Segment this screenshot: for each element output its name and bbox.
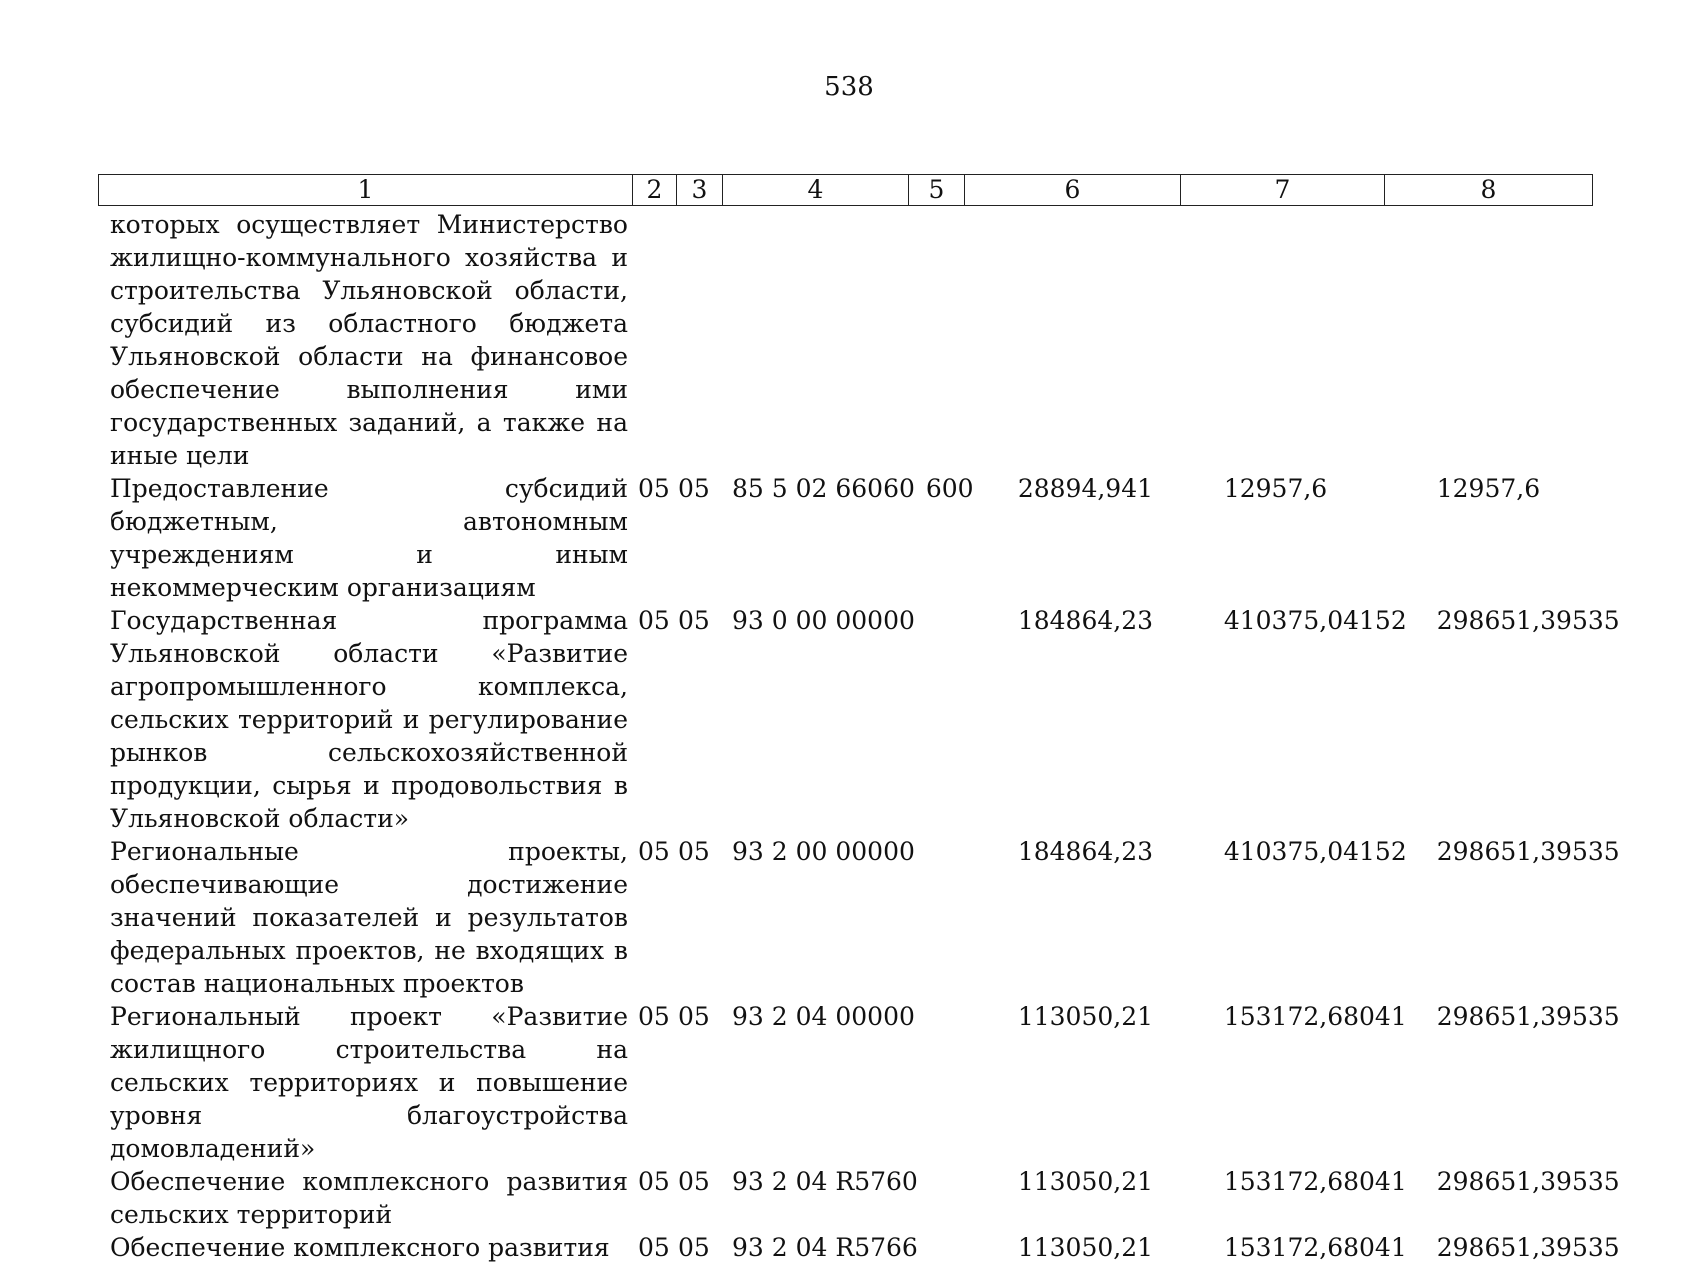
row-cell-c7: 12957,6 <box>1223 474 1328 503</box>
row-cell-c2: 05 <box>638 1002 670 1031</box>
row-name-cell: Государственная программа Ульяновской области «Развитие агропромышленного комплекса, сельских территорий и регулирование рынков сельскохозяйственной продукции, сырья и продовольствия в Ульяновской области» <box>110 606 628 833</box>
row-cell-c8 <box>1407 208 1620 472</box>
page-number: 538 <box>824 72 874 102</box>
row-cell-c5 <box>918 835 974 1000</box>
row-cell-c4: 93 0 00 00000 <box>732 606 915 635</box>
row-cell-c8: 298651,39535 <box>1436 606 1620 635</box>
budget-table <box>98 208 1620 1264</box>
row-cell-c6 <box>974 208 1190 472</box>
row-cell-c5 <box>918 208 974 472</box>
row-name-cell: Региональные проекты, обеспечивающие достижение значений показателей и результатов федеральных проектов, не входящих в состав национальных проектов <box>110 837 628 998</box>
row-name-cell: Обеспечение комплексного развития сельских территорий <box>110 1167 628 1229</box>
row-cell-c5 <box>918 1000 974 1165</box>
row-cell-c5 <box>918 1231 974 1264</box>
row-cell-c8: 298651,39535 <box>1436 1233 1620 1262</box>
row-name-cell: Предоставление субсидий бюджетным, автономным учреждениям и иным некоммерческим организациям <box>110 474 628 602</box>
row-cell-c8: 12957,6 <box>1436 474 1541 503</box>
row-cell-c3: 05 <box>678 1167 710 1196</box>
row-cell-c8: 298651,39535 <box>1436 837 1620 866</box>
row-cell-c4 <box>722 208 918 472</box>
row-cell-c3: 05 <box>678 474 710 503</box>
row-cell-c4: 93 2 04 00000 <box>732 1002 915 1031</box>
table-row <box>98 835 1620 1000</box>
row-cell-c2: 05 <box>638 1233 670 1262</box>
row-cell-c3 <box>676 208 722 472</box>
header-cell-8: 8 <box>1385 175 1593 206</box>
row-cell-c7: 153172,68041 <box>1223 1167 1407 1196</box>
row-cell-c3: 05 <box>678 606 710 635</box>
header-cell-3: 3 <box>677 175 723 206</box>
row-cell-c8: 298651,39535 <box>1436 1002 1620 1031</box>
header-cell-7: 7 <box>1181 175 1385 206</box>
row-cell-c3: 05 <box>678 1002 710 1031</box>
row-cell-c5 <box>918 1165 974 1231</box>
table-row <box>98 1165 1620 1231</box>
row-cell-c6: 113050,21 <box>1017 1233 1154 1262</box>
row-cell-c6: 28894,941 <box>1017 474 1154 503</box>
table-row <box>98 1000 1620 1165</box>
row-cell-c2: 05 <box>638 1167 670 1196</box>
row-cell-c4: 93 2 00 00000 <box>732 837 915 866</box>
header-row <box>99 175 1593 206</box>
header-cell-6: 6 <box>965 175 1181 206</box>
row-cell-c7: 410375,04152 <box>1223 606 1407 635</box>
row-cell-c7: 153172,68041 <box>1223 1233 1407 1262</box>
row-name-cell: Обеспечение комплексного развития <box>110 1233 610 1262</box>
row-cell-c2 <box>632 208 676 472</box>
header-cell-2: 2 <box>633 175 677 206</box>
row-cell-c2: 05 <box>638 474 670 503</box>
row-name-cell: Региональный проект «Развитие жилищного строительства на сельских территориях и повышение уровня благоустройства домовладений» <box>110 1002 628 1163</box>
row-cell-c7 <box>1190 208 1407 472</box>
table-row <box>98 1231 1620 1264</box>
row-cell-c6: 184864,23 <box>1017 837 1154 866</box>
header-cell-1: 1 <box>99 175 633 206</box>
row-cell-c6: 184864,23 <box>1017 606 1154 635</box>
row-cell-c3: 05 <box>678 1233 710 1262</box>
row-cell-c7: 410375,04152 <box>1223 837 1407 866</box>
row-cell-c4: 85 5 02 66060 <box>732 474 915 503</box>
row-cell-c6: 113050,21 <box>1017 1167 1154 1196</box>
row-cell-c4: 93 2 04 R5760 <box>732 1167 918 1196</box>
header-cell-4: 4 <box>723 175 909 206</box>
table-row <box>98 472 1620 604</box>
row-cell-c6: 113050,21 <box>1017 1002 1154 1031</box>
table-row <box>98 604 1620 835</box>
row-name-cell: которых осуществляет Министерство жилищно-коммунального хозяйства и строительства Ульяновской области, субсидий из областного бюджета Ульяновской области на финансовое обеспечение выполнения ими государственных заданий, а также на иные цели <box>110 210 628 470</box>
row-cell-c5: 600 <box>925 474 974 503</box>
row-cell-c2: 05 <box>638 837 670 866</box>
row-cell-c5 <box>918 604 974 835</box>
row-cell-c2: 05 <box>638 606 670 635</box>
table-header <box>98 174 1593 206</box>
table-row <box>98 208 1620 472</box>
row-cell-c7: 153172,68041 <box>1223 1002 1407 1031</box>
row-cell-c4: 93 2 04 R5766 <box>732 1233 918 1262</box>
row-cell-c8: 298651,39535 <box>1436 1167 1620 1196</box>
row-cell-c3: 05 <box>678 837 710 866</box>
header-cell-5: 5 <box>909 175 965 206</box>
